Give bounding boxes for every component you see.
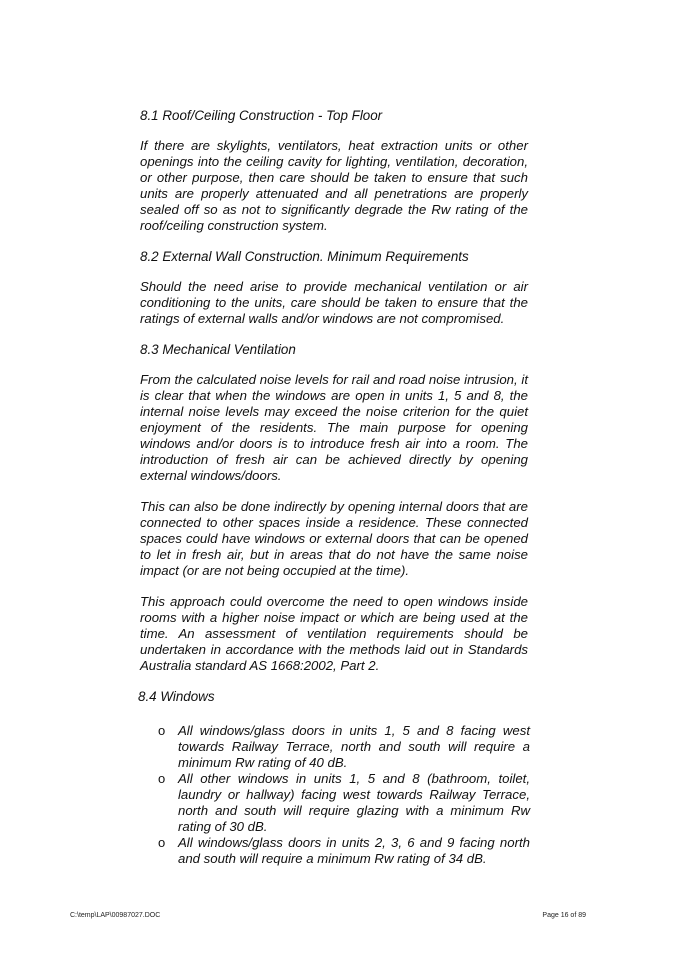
bullet-icon: o (158, 835, 166, 850)
list-item (158, 723, 530, 771)
list-item-text: All other windows in units 1, 5 and 8 (bathroom, toilet, laundry or hallway) facing west towards Railway Terrace, north and south will require glazing with a minimum Rw rating of 30 dB. (178, 771, 530, 834)
paragraph-8-3-c: This approach could overcome the need to open windows inside rooms with a higher noise impact or which are being used at the time. An assessment of ventilation requirements should be undertaken in accordance with the methods laid out in Standards Australia standard AS 1668:2002, Part 2. (140, 594, 528, 673)
list-item-text: All windows/glass doors in units 1, 5 and 8 facing west towards Railway Terrace, north and south will require a minimum Rw rating of 40 dB. (178, 723, 530, 770)
paragraph-8-2: Should the need arise to provide mechanical ventilation or air conditioning to the units, care should be taken to ensure that the ratings of external walls and/or windows are not compromised. (140, 279, 528, 326)
paragraph-8-1: If there are skylights, ventilators, heat extraction units or other openings into the ceiling cavity for lighting, ventilation, decoration, or other purpose, then care should be taken to ensure that such units are properly attenuated and all penetrations are properly sealed off so as not to significantly degrade the Rw rating of the roof/ceiling construction system. (140, 138, 528, 233)
bullet-icon: o (158, 771, 166, 786)
footer-file-path: C:\temp\LAP\00987027.DOC (70, 912, 161, 919)
footer-page-number: Page 16 of 89 (542, 912, 586, 919)
windows-requirements-list (158, 723, 530, 867)
list-item (158, 771, 530, 835)
document-body (140, 108, 528, 867)
section-heading-8-3: 8.3 Mechanical Ventilation (140, 342, 296, 357)
list-item-text: All windows/glass doors in units 2, 3, 6 and 9 facing north and south will require a minimum Rw rating of 34 dB. (178, 835, 530, 866)
section-heading-8-4: 8.4 Windows (138, 689, 215, 704)
paragraph-8-3-b: This can also be done indirectly by opening internal doors that are connected to other spaces inside a residence. These connected spaces could have windows or external doors that can be opened to let in fresh air, but in areas that do not have the same noise impact (or are not being occupied at the time). (140, 499, 528, 578)
list-item (158, 835, 530, 867)
section-heading-8-1: 8.1 Roof/Ceiling Construction - Top Floor (140, 108, 383, 123)
paragraph-8-3-a: From the calculated noise levels for rail and road noise intrusion, it is clear that when the windows are open in units 1, 5 and 8, the internal noise levels may exceed the noise criterion for the quiet enjoyment of the residents. The main purpose for opening windows and/or doors is to introduce fresh air into a room. The introduction of fresh air can be achieved directly by opening external windows/doors. (140, 372, 528, 483)
section-heading-8-2: 8.2 External Wall Construction. Minimum Requirements (140, 249, 469, 264)
bullet-icon: o (158, 723, 166, 738)
